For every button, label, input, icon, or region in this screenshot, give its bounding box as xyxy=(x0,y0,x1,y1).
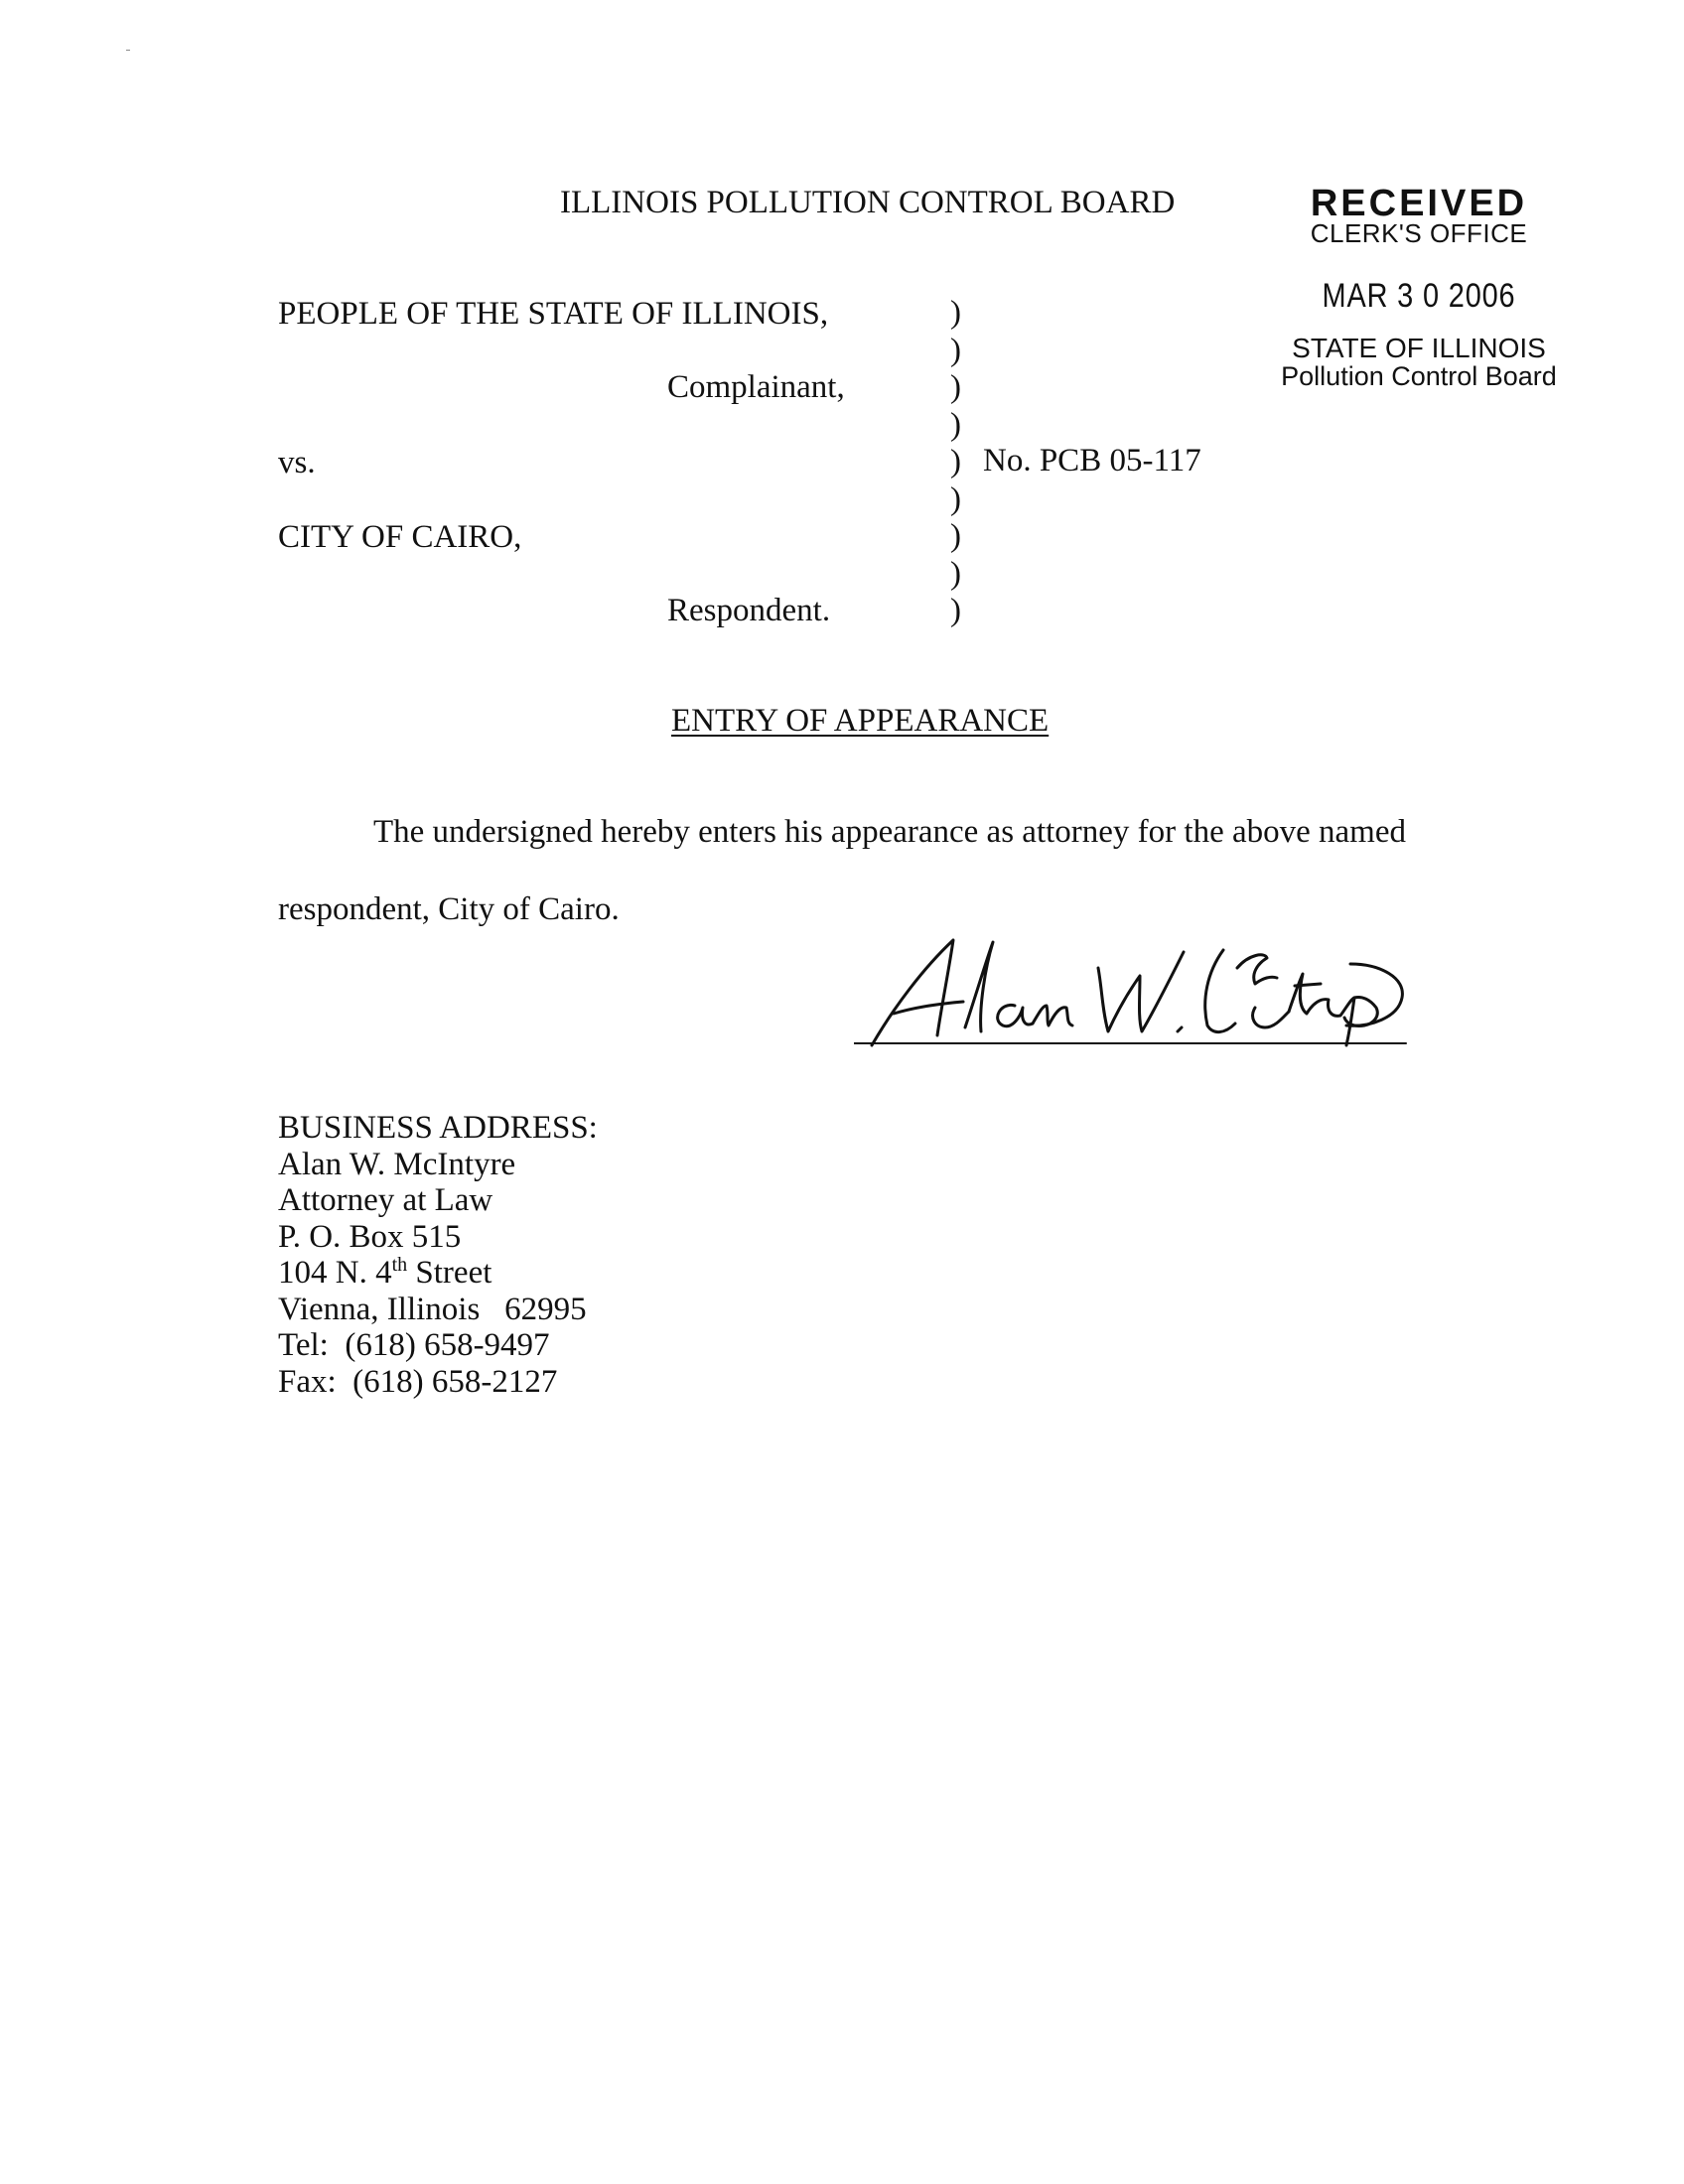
board-title: ILLINOIS POLLUTION CONTROL BOARD xyxy=(560,185,1176,220)
address-po-box: P. O. Box 515 xyxy=(278,1218,462,1255)
caption-paren: ) xyxy=(950,406,961,443)
address-street-name: Street xyxy=(407,1255,492,1291)
caption-paren: ) xyxy=(950,480,961,517)
caption-defendant: CITY OF CAIRO, xyxy=(278,519,522,555)
address-street-number: 104 N. 4 xyxy=(278,1255,392,1291)
signature xyxy=(854,928,1410,1057)
received-stamp xyxy=(1259,183,1597,411)
caption-paren: ) xyxy=(950,518,961,554)
stamp-clerks-office: CLERK'S OFFICE xyxy=(1310,218,1528,248)
case-number: No. PCB 05-117 xyxy=(983,443,1201,478)
caption-parentheses xyxy=(950,295,961,630)
caption-paren: ) xyxy=(950,444,961,479)
scan-speck xyxy=(126,50,130,51)
address-title: Attorney at Law xyxy=(278,1182,493,1218)
address-city: Vienna, Illinois 62995 xyxy=(278,1291,587,1327)
document-title: ENTRY OF APPEARANCE xyxy=(671,703,1050,739)
body-text-line-2: respondent, City of Cairo. xyxy=(278,891,620,927)
stamp-state: STATE OF ILLINOIS xyxy=(1292,333,1546,363)
caption-complainant-role: Complainant, xyxy=(667,369,845,405)
body-text-line-1: The undersigned hereby enters his appearance as attorney for the above named xyxy=(373,814,1406,850)
address-name: Alan W. McIntyre xyxy=(278,1146,516,1182)
address-tel: Tel: (618) 658-9497 xyxy=(278,1327,550,1363)
address-fax: Fax: (618) 658-2127 xyxy=(278,1363,558,1400)
address-heading: BUSINESS ADDRESS: xyxy=(278,1110,598,1146)
stamp-date: MAR 3 0 2006 xyxy=(1322,277,1516,315)
caption-paren: ) xyxy=(950,593,961,628)
caption-versus: vs. xyxy=(278,445,316,480)
caption-paren: ) xyxy=(950,332,961,368)
signature-drawing xyxy=(854,928,1410,1057)
address-street-suffix: th xyxy=(391,1254,408,1276)
stamp-received: RECEIVED xyxy=(1310,183,1528,224)
caption-respondent-role: Respondent. xyxy=(667,593,831,628)
caption-paren: ) xyxy=(950,295,961,331)
caption-plaintiff: PEOPLE OF THE STATE OF ILLINOIS, xyxy=(278,296,829,332)
stamp-board: Pollution Control Board xyxy=(1281,361,1557,391)
address-street xyxy=(278,1255,598,1292)
business-address xyxy=(278,1110,598,1400)
caption-paren: ) xyxy=(950,369,961,405)
caption-paren: ) xyxy=(950,555,961,592)
